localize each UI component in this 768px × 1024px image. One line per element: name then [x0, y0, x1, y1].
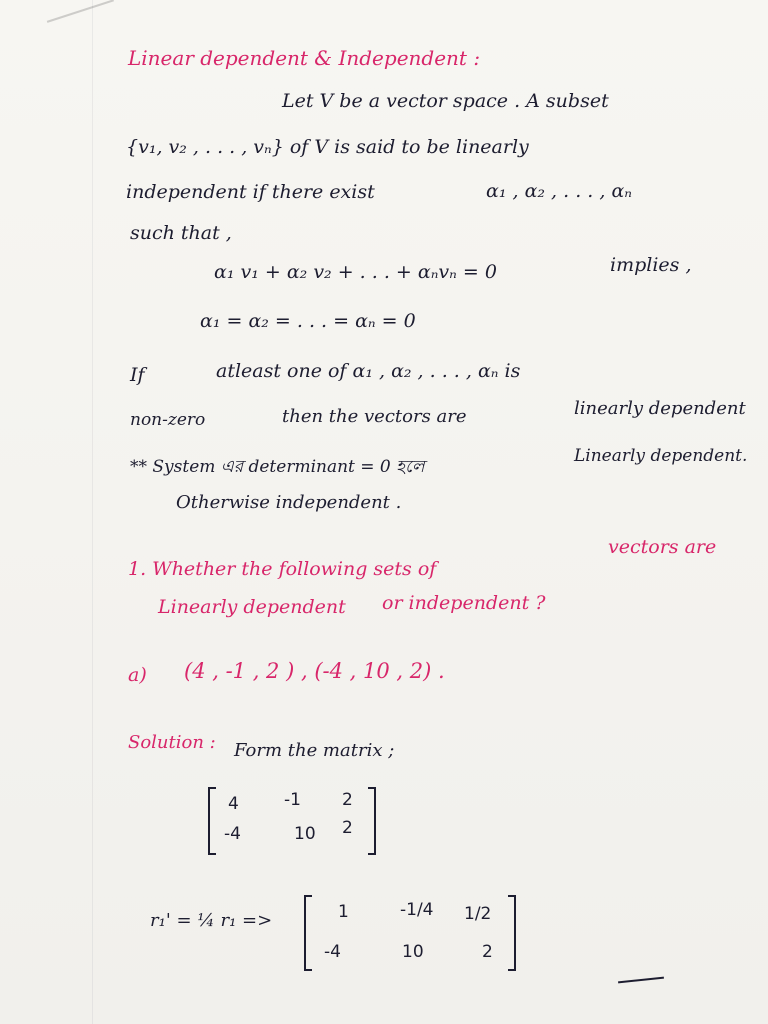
note-line-1a: ** System এর determinant = 0 হলে	[130, 457, 425, 477]
section-heading: Linear dependent & Independent :	[128, 46, 481, 70]
definition-line-1: Let V be a vector space . A subset	[282, 90, 609, 112]
solution-label: Solution :	[128, 732, 216, 753]
question-line-1b: vectors are	[608, 536, 717, 558]
part-a-label: a)	[128, 664, 147, 686]
equation-all-zero: α₁ = α₂ = . . . = αₙ = 0	[200, 310, 416, 332]
matrix-cell: 2	[342, 818, 353, 838]
matrix-cell: 1/2	[464, 904, 492, 924]
corner-pen-mark	[40, 0, 114, 23]
matrix-cell: 2	[342, 790, 353, 810]
solution-text: Form the matrix ;	[234, 740, 395, 761]
dependent-line-2a: non-zero	[130, 410, 206, 430]
matrix-cell: 2	[482, 942, 493, 962]
part-a-vectors: (4 , -1 , 2 ) , (-4 , 10 , 2) .	[184, 659, 445, 683]
row-operation: r₁' = ¼ r₁ =>	[150, 910, 273, 931]
definition-line-3a: independent if there exist	[126, 181, 375, 203]
equation-implies: implies ,	[610, 254, 692, 276]
pen-stroke	[618, 977, 664, 984]
matrix-cell: 10	[294, 824, 316, 844]
matrix-cell: -1	[284, 790, 301, 810]
matrix-cell: 4	[228, 794, 239, 814]
reduced-matrix	[304, 896, 516, 970]
question-line-1a: 1. Whether the following sets of	[128, 558, 437, 580]
question-line-2a: Linearly dependent	[158, 596, 346, 618]
definition-line-4: such that ,	[130, 222, 232, 244]
dependent-line-1b: atleast one of α₁ , α₂ , . . . , αₙ is	[216, 360, 521, 382]
matrix-cell: -4	[324, 942, 341, 962]
dependent-line-2b: then the vectors are	[282, 406, 467, 427]
note-line-2: Otherwise independent .	[176, 492, 402, 513]
dependent-line-1a: If	[130, 364, 145, 386]
definition-line-2: {v₁, v₂ , . . . , vₙ} of V is said to be linearly	[126, 136, 529, 158]
note-line-1b: Linearly dependent.	[574, 446, 748, 466]
matrix-cell: -1/4	[400, 900, 434, 920]
equation-linear-combination: α₁ v₁ + α₂ v₂ + . . . + αₙvₙ = 0	[214, 261, 497, 283]
matrix-cell: -4	[224, 824, 241, 844]
coefficient-matrix	[208, 788, 376, 854]
definition-line-3b: α₁ , α₂ , . . . , αₙ	[486, 180, 632, 202]
margin-line	[92, 0, 93, 1024]
matrix-cell: 1	[338, 902, 349, 922]
question-line-2b: or independent ?	[382, 592, 546, 614]
dependent-line-2c: linearly dependent	[574, 398, 746, 419]
matrix-cell: 10	[402, 942, 424, 962]
